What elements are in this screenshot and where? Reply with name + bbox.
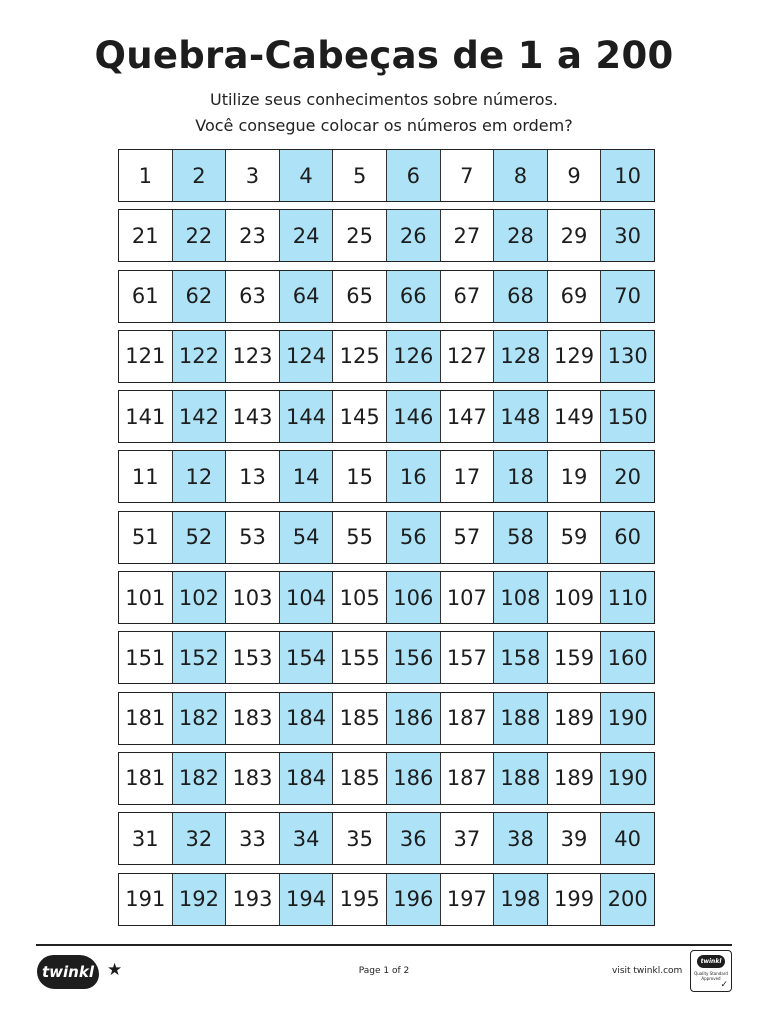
number-cell: 4 xyxy=(280,150,334,201)
number-cell: 38 xyxy=(494,813,548,864)
number-cell: 70 xyxy=(601,271,654,322)
number-cell: 7 xyxy=(441,150,495,201)
subtitle-line-2: Você consegue colocar os números em ordem? xyxy=(195,116,573,135)
number-cell: 57 xyxy=(441,512,495,563)
number-cell: 130 xyxy=(601,331,654,382)
number-cell: 16 xyxy=(387,451,441,502)
number-cell: 33 xyxy=(226,813,280,864)
number-cell: 17 xyxy=(441,451,495,502)
number-cell: 121 xyxy=(119,331,173,382)
number-cell: 53 xyxy=(226,512,280,563)
check-icon: ✓ xyxy=(720,980,728,990)
page-label: Page 1 of 2 xyxy=(358,966,410,976)
number-cell: 188 xyxy=(494,693,548,744)
number-cell: 10 xyxy=(601,150,654,201)
number-cell: 13 xyxy=(226,451,280,502)
number-cell: 141 xyxy=(119,391,173,442)
number-cell: 195 xyxy=(333,874,387,925)
number-cell: 5 xyxy=(333,150,387,201)
number-cell: 154 xyxy=(280,632,334,683)
number-cell: 8 xyxy=(494,150,548,201)
number-cell: 125 xyxy=(333,331,387,382)
number-row xyxy=(118,511,655,564)
number-row xyxy=(118,270,655,323)
number-cell: 68 xyxy=(494,271,548,322)
number-cell: 39 xyxy=(548,813,602,864)
number-cell: 196 xyxy=(387,874,441,925)
number-cell: 101 xyxy=(119,572,173,623)
number-cell: 185 xyxy=(333,753,387,804)
number-cell: 110 xyxy=(601,572,654,623)
number-cell: 58 xyxy=(494,512,548,563)
number-row xyxy=(118,873,655,926)
number-row xyxy=(118,631,655,684)
number-cell: 153 xyxy=(226,632,280,683)
number-cell: 186 xyxy=(387,693,441,744)
number-cell: 147 xyxy=(441,391,495,442)
number-cell: 27 xyxy=(441,210,495,261)
number-cell: 187 xyxy=(441,753,495,804)
number-cell: 129 xyxy=(548,331,602,382)
number-cell: 66 xyxy=(387,271,441,322)
number-cell: 190 xyxy=(601,753,654,804)
number-row xyxy=(118,450,655,503)
number-cell: 144 xyxy=(280,391,334,442)
number-cell: 126 xyxy=(387,331,441,382)
number-cell: 19 xyxy=(548,451,602,502)
number-row xyxy=(118,692,655,745)
number-cell: 28 xyxy=(494,210,548,261)
number-cell: 15 xyxy=(333,451,387,502)
number-cell: 102 xyxy=(173,572,227,623)
number-cell: 152 xyxy=(173,632,227,683)
number-cell: 128 xyxy=(494,331,548,382)
number-cell: 156 xyxy=(387,632,441,683)
number-cell: 150 xyxy=(601,391,654,442)
number-row xyxy=(118,812,655,865)
number-cell: 143 xyxy=(226,391,280,442)
number-cell: 187 xyxy=(441,693,495,744)
footer-divider xyxy=(36,944,732,946)
number-cell: 184 xyxy=(280,693,334,744)
number-cell: 142 xyxy=(173,391,227,442)
number-row xyxy=(118,752,655,805)
number-cell: 149 xyxy=(548,391,602,442)
number-cell: 31 xyxy=(119,813,173,864)
number-cell: 145 xyxy=(333,391,387,442)
number-cell: 182 xyxy=(173,753,227,804)
twinkl-logo-text: twinkl xyxy=(42,963,94,981)
number-cell: 2 xyxy=(173,150,227,201)
number-cell: 197 xyxy=(441,874,495,925)
number-cell: 155 xyxy=(333,632,387,683)
number-cell: 11 xyxy=(119,451,173,502)
number-cell: 32 xyxy=(173,813,227,864)
number-cell: 189 xyxy=(548,753,602,804)
number-cell: 6 xyxy=(387,150,441,201)
number-cell: 107 xyxy=(441,572,495,623)
number-cell: 159 xyxy=(548,632,602,683)
number-cell: 183 xyxy=(226,753,280,804)
number-cell: 22 xyxy=(173,210,227,261)
number-cell: 109 xyxy=(548,572,602,623)
number-cell: 30 xyxy=(601,210,654,261)
quality-badge xyxy=(690,950,732,992)
number-cell: 62 xyxy=(173,271,227,322)
number-cell: 64 xyxy=(280,271,334,322)
number-row xyxy=(118,149,655,202)
number-cell: 36 xyxy=(387,813,441,864)
number-rows xyxy=(118,149,655,933)
number-cell: 14 xyxy=(280,451,334,502)
number-cell: 37 xyxy=(441,813,495,864)
number-cell: 67 xyxy=(441,271,495,322)
number-cell: 189 xyxy=(548,693,602,744)
number-cell: 199 xyxy=(548,874,602,925)
number-cell: 65 xyxy=(333,271,387,322)
number-cell: 61 xyxy=(119,271,173,322)
number-cell: 1 xyxy=(119,150,173,201)
number-cell: 181 xyxy=(119,753,173,804)
subtitle-line-1: Utilize seus conhecimentos sobre números. xyxy=(210,90,558,109)
number-cell: 52 xyxy=(173,512,227,563)
number-cell: 160 xyxy=(601,632,654,683)
badge-text: Quality Standard Approved xyxy=(694,971,728,981)
number-cell: 148 xyxy=(494,391,548,442)
number-cell: 151 xyxy=(119,632,173,683)
number-cell: 122 xyxy=(173,331,227,382)
number-cell: 69 xyxy=(548,271,602,322)
number-cell: 157 xyxy=(441,632,495,683)
number-cell: 105 xyxy=(333,572,387,623)
number-cell: 188 xyxy=(494,753,548,804)
number-cell: 158 xyxy=(494,632,548,683)
badge-logo xyxy=(697,955,725,968)
number-cell: 59 xyxy=(548,512,602,563)
number-cell: 24 xyxy=(280,210,334,261)
number-cell: 193 xyxy=(226,874,280,925)
number-row xyxy=(118,330,655,383)
number-cell: 29 xyxy=(548,210,602,261)
star-icon[interactable]: ★ xyxy=(107,960,123,980)
number-row xyxy=(118,390,655,443)
number-cell: 123 xyxy=(226,331,280,382)
number-cell: 200 xyxy=(601,874,654,925)
number-cell: 9 xyxy=(548,150,602,201)
number-cell: 198 xyxy=(494,874,548,925)
number-cell: 34 xyxy=(280,813,334,864)
number-cell: 103 xyxy=(226,572,280,623)
number-cell: 184 xyxy=(280,753,334,804)
number-cell: 191 xyxy=(119,874,173,925)
visit-link[interactable]: visit twinkl.com xyxy=(612,966,683,976)
number-cell: 20 xyxy=(601,451,654,502)
number-cell: 51 xyxy=(119,512,173,563)
number-cell: 54 xyxy=(280,512,334,563)
number-row xyxy=(118,571,655,624)
number-cell: 26 xyxy=(387,210,441,261)
number-cell: 186 xyxy=(387,753,441,804)
number-cell: 190 xyxy=(601,693,654,744)
number-cell: 40 xyxy=(601,813,654,864)
number-cell: 106 xyxy=(387,572,441,623)
number-cell: 183 xyxy=(226,693,280,744)
number-cell: 124 xyxy=(280,331,334,382)
number-cell: 192 xyxy=(173,874,227,925)
badge-logo-text: twinkl xyxy=(700,958,722,965)
number-cell: 21 xyxy=(119,210,173,261)
number-cell: 63 xyxy=(226,271,280,322)
number-row xyxy=(118,209,655,262)
number-cell: 181 xyxy=(119,693,173,744)
number-cell: 35 xyxy=(333,813,387,864)
number-cell: 182 xyxy=(173,693,227,744)
number-cell: 146 xyxy=(387,391,441,442)
number-cell: 104 xyxy=(280,572,334,623)
number-cell: 25 xyxy=(333,210,387,261)
number-cell: 56 xyxy=(387,512,441,563)
number-cell: 3 xyxy=(226,150,280,201)
number-cell: 18 xyxy=(494,451,548,502)
number-cell: 23 xyxy=(226,210,280,261)
number-cell: 55 xyxy=(333,512,387,563)
number-cell: 127 xyxy=(441,331,495,382)
number-cell: 108 xyxy=(494,572,548,623)
number-cell: 194 xyxy=(280,874,334,925)
number-cell: 12 xyxy=(173,451,227,502)
number-cell: 60 xyxy=(601,512,654,563)
page-title: Quebra-Cabeças de 1 a 200 xyxy=(94,34,674,77)
number-cell: 185 xyxy=(333,693,387,744)
